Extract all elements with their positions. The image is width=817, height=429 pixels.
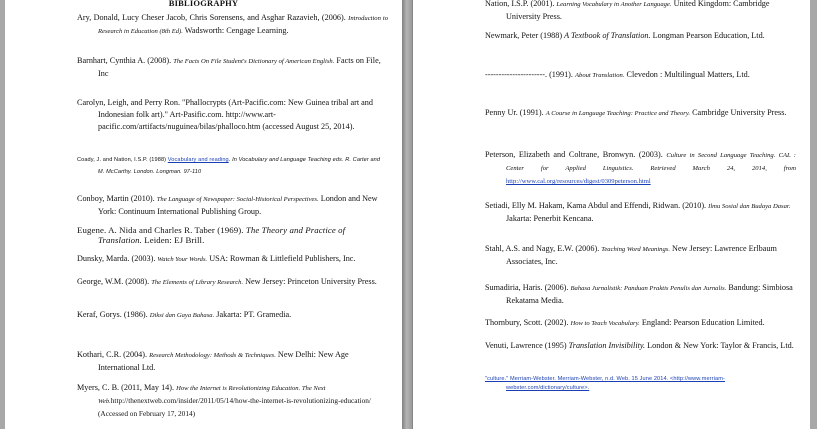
vocabulary-and-reading-link[interactable]: Vocabulary and reading	[167, 157, 229, 163]
bib-entry-barnhart: Barnhart, Cynthia A. (2008). The Facts On File Student's Dictionary of American English. Facts on File, Inc	[77, 56, 381, 78]
left-page	[5, 0, 403, 429]
bib-entry-george: George, W.M. (2008). The Elements of Library Research. New Jersey: Princeton University Press.	[77, 277, 377, 286]
bib-entry-myers: Myers, C. B. (2011, May 14). How the Internet is Revolutionizing Education. The Next Web.http://thenextweb.com/insider/2011/05/14/how-the-internet-is-revolutionizing-education/ (Accessed on February 17, 2014)	[77, 383, 371, 418]
bib-entry-conboy: Conboy, Martin (2010). The Language of Newspaper: Social-Historical Perspectives. London and New York: Continuum International Publishing Group.	[77, 194, 378, 216]
bib-entry-dunsky: Dunsky, Marda. (2003). Watch Your Words. USA: Rowman & Littlefield Publishers, Inc.	[77, 254, 356, 263]
cal-digest-link[interactable]: http://www.cal.org/resources/digest/0309peterson.html	[506, 178, 651, 185]
right-page	[412, 0, 810, 429]
bib-entry-nida: Eugene. A. Nida and Charles R. Taber (1969). The Theory and Practice of Translation. Leiden: EJ Brill.	[77, 225, 346, 245]
bib-entry-newmark-1991: ----------------------. (1991). About Translation. Clevedon : Multilingual Matters, Ltd.	[485, 70, 750, 79]
bib-entry-nation: Nation, I.S.P. (2001). Learning Vocabulary in Another Language. United Kingdom: Cambridge University Press.	[485, 0, 770, 21]
merriam-webster-link[interactable]: "culture." Merriam-Webster. Merriam-Webster, n.d. Web. 15 June 2014. <http://www.merriam-webster.com/dictionary/culture>.	[485, 376, 725, 391]
bib-entry-newmark: Newmark, Peter (1988) A Textbook of Translation. Longman Pearson Education, Ltd.	[485, 31, 765, 40]
bib-entry-carolyn: Carolyn, Leigh, and Perry Ron. "Phallocrypts (Art-Pacific.com: New Guinea tribal art and Indonesian folk art)." Art-Pasific.com. http://www.art-pacific.com/artifacts/nuguinea/bilas/phalloco.htm (accessed August 25, 2014).	[77, 98, 373, 131]
bib-entry-thornbury: Thornbury, Scott. (2002). How to Teach Vocabulary. England: Pearson Education Limited.	[485, 318, 765, 327]
bib-entry-venuti: Venuti, Lawrence (1995) Translation Invisibility. London & New York: Taylor & Francis, Ltd.	[485, 341, 794, 350]
bib-entry-peterson: Peterson, Elizabeth and Coltrane, Bronwyn. (2003). Culture in Second Language Teaching. CAL : Center for Applied Linguistics. Retrieved March 24, 2014, from http://www.cal.org/resources/digest/0309peterson.html	[485, 150, 796, 185]
bib-entry-sumadiria: Sumadiria, Haris. (2006). Bahasa Jurnalistik: Panduan Praktis Penulis dan Jurnalis. Bandung: Simbiosa Rekatama Media.	[485, 283, 793, 305]
bib-entry-setiadi: Setiadi, Elly M. Hakam, Kama Abdul and Effendi, Ridwan. (2010). Ilmu Sosial dan Budaya Dasar. Jakarta: Penerbit Kencana.	[485, 201, 791, 223]
bib-entry-ary: Ary, Donald, Lucy Cheser Jacob, Chris Sorensens, and Asghar Razavieh, (2006). Introduction to Research in Education (8th Ed). Wadsworth: Cengage Learning.	[77, 13, 388, 35]
bib-entry-stahl: Stahl, A.S. and Nagy, E.W. (2006). Teaching Word Meanings. New Jersey: Lawrence Erlbaum Associates, Inc.	[485, 244, 777, 266]
bib-entry-keraf: Keraf, Gorys. (1986). Diksi dan Gaya Bahasa. Jakarta: PT. Gramedia.	[77, 310, 292, 319]
bibliography-heading: BIBLIOGRAPHY	[168, 0, 239, 8]
bib-entry-coady: Coady, J. and Nation, I.S.P. (1988) Vocabulary and reading. In Vocabulary and Language Teaching eds. R. Carter and M. McCarthy. London. Longman. 97-110	[77, 157, 381, 175]
bib-entry-penny-ur: Penny Ur. (1991). A Course in Language Teaching: Practice and Theory. Cambridge University Press.	[485, 108, 787, 117]
page-gap	[403, 0, 412, 429]
bib-entry-kothari: Kothari, C.R. (2004). Research Methodology: Methods & Techniques. New Delhi: New Age International Ltd.	[77, 350, 349, 372]
bib-entry-merriam-webster	[485, 375, 796, 393]
